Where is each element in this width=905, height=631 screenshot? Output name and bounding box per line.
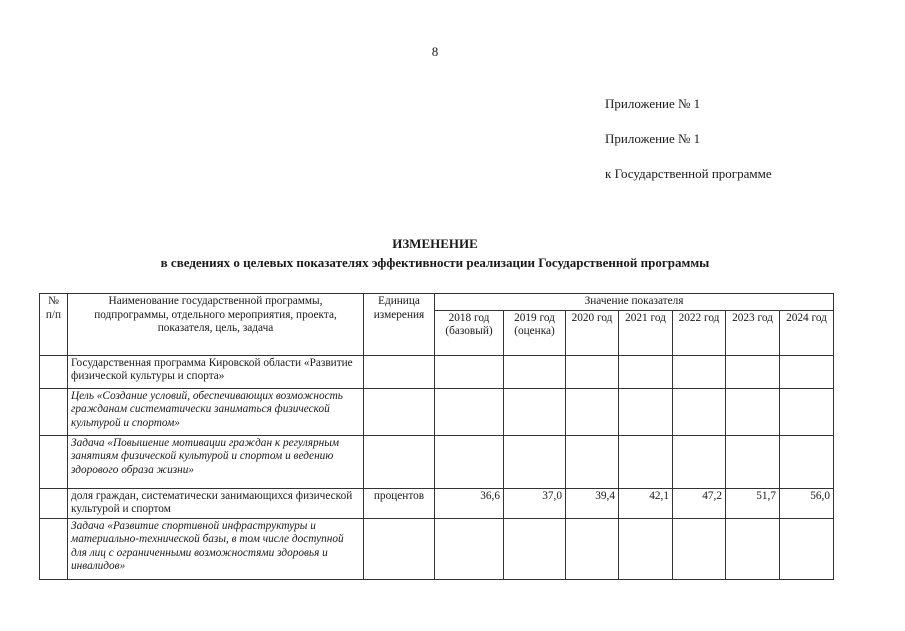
- cell-value-2024: 56,0: [780, 488, 834, 518]
- cell-value-2022: [673, 518, 726, 579]
- header-year-2019: 2019 год (оценка): [504, 310, 566, 355]
- cell-value-2019: [504, 355, 566, 388]
- cell-value-2023: 51,7: [726, 488, 780, 518]
- cell-unit: процентов: [364, 488, 435, 518]
- cell-value-2020: [566, 518, 619, 579]
- indicators-table: [39, 293, 834, 580]
- cell-unit: [364, 435, 435, 488]
- cell-value-2018: 36,6: [435, 488, 504, 518]
- cell-unit: [364, 388, 435, 435]
- appendix-line-1: Приложение № 1: [605, 96, 701, 111]
- cell-name: Задача «Повышение мотивации граждан к регулярным занятиям физической культурой и спортом и ведению здорового образа жизни»: [68, 435, 364, 488]
- cell-value-2020: [566, 435, 619, 488]
- header-year-2018: 2018 год (базовый): [435, 310, 504, 355]
- table-header: [40, 294, 834, 356]
- cell-value-2022: [673, 435, 726, 488]
- cell-unit: [364, 518, 435, 579]
- cell-number: [40, 488, 68, 518]
- cell-number: [40, 435, 68, 488]
- table-row: [40, 355, 834, 388]
- cell-value-2018: [435, 388, 504, 435]
- document-subtitle: в сведениях о целевых показателях эффективности реализации Государственной программы: [160, 255, 710, 270]
- header-values-group: Значение показателя: [435, 294, 834, 311]
- cell-value-2022: [673, 355, 726, 388]
- cell-value-2018: [435, 435, 504, 488]
- cell-value-2021: [619, 355, 673, 388]
- cell-value-2023: [726, 518, 780, 579]
- table-row: [40, 488, 834, 518]
- document-title: ИЗМЕНЕНИЕ: [392, 236, 478, 251]
- cell-value-2018: [435, 355, 504, 388]
- cell-value-2019: [504, 388, 566, 435]
- cell-number: [40, 355, 68, 388]
- cell-value-2021: [619, 388, 673, 435]
- appendix-line-3: к Государственной программе: [605, 166, 772, 181]
- table-row: [40, 518, 834, 579]
- cell-value-2022: 47,2: [673, 488, 726, 518]
- cell-value-2024: [780, 388, 834, 435]
- cell-value-2020: 39,4: [566, 488, 619, 518]
- header-year-2022: 2022 год: [673, 310, 726, 355]
- header-year-2024: 2024 год: [780, 310, 834, 355]
- cell-value-2023: [726, 355, 780, 388]
- cell-value-2022: [673, 388, 726, 435]
- cell-name: Задача «Развитие спортивной инфраструктуры и материально-технической базы, в том числе доступной для лиц с ограниченными возможностями здоровья и инвалидов»: [68, 518, 364, 579]
- cell-value-2024: [780, 518, 834, 579]
- cell-name: Государственная программа Кировской области «Развитие физической культуры и спорта»: [68, 355, 364, 388]
- appendix-line-2: Приложение № 1: [605, 131, 701, 146]
- header-year-2020: 2020 год: [566, 310, 619, 355]
- cell-number: [40, 518, 68, 579]
- cell-value-2024: [780, 435, 834, 488]
- cell-value-2019: 37,0: [504, 488, 566, 518]
- page-number: 8: [431, 44, 439, 59]
- cell-value-2023: [726, 435, 780, 488]
- cell-name: доля граждан, систематически занимающихся физической культурой и спортом: [68, 488, 364, 518]
- cell-value-2021: [619, 435, 673, 488]
- cell-value-2021: [619, 518, 673, 579]
- cell-unit: [364, 355, 435, 388]
- header-year-2023: 2023 год: [726, 310, 780, 355]
- cell-value-2019: [504, 435, 566, 488]
- cell-number: [40, 388, 68, 435]
- cell-value-2020: [566, 388, 619, 435]
- header-year-2021: 2021 год: [619, 310, 673, 355]
- cell-value-2023: [726, 388, 780, 435]
- header-unit: Единица измерения: [364, 294, 435, 356]
- cell-value-2020: [566, 355, 619, 388]
- cell-name: Цель «Создание условий, обеспечивающих возможность гражданам систематически заниматься физической культурой и спортом»: [68, 388, 364, 435]
- header-name: Наименование государственной программы, подпрограммы, отдельного мероприятия, проекта, показателя, цель, задача: [68, 294, 364, 356]
- table-row: [40, 435, 834, 488]
- header-number: № п/п: [40, 294, 68, 356]
- cell-value-2018: [435, 518, 504, 579]
- cell-value-2019: [504, 518, 566, 579]
- table-row: [40, 388, 834, 435]
- cell-value-2024: [780, 355, 834, 388]
- cell-value-2021: 42,1: [619, 488, 673, 518]
